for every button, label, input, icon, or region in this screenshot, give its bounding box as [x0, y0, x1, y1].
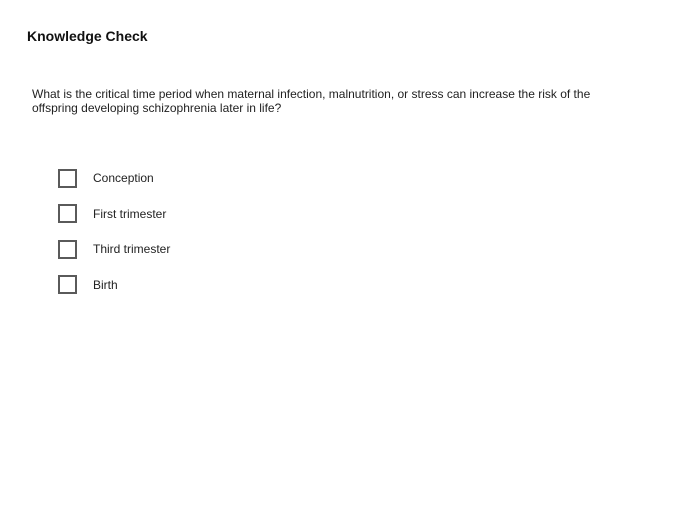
option-conception[interactable]	[58, 166, 170, 190]
answer-options	[58, 166, 170, 308]
option-label: First trimester	[93, 206, 167, 221]
checkbox[interactable]	[58, 240, 77, 259]
option-label: Birth	[93, 277, 118, 292]
checkbox[interactable]	[58, 169, 77, 188]
option-label: Conception	[93, 171, 154, 185]
option-birth[interactable]	[58, 273, 170, 297]
option-label: Third trimester	[93, 242, 171, 256]
checkbox[interactable]	[58, 204, 77, 223]
page-title: Knowledge Check	[27, 28, 148, 44]
option-third-trimester[interactable]	[58, 237, 170, 261]
option-first-trimester[interactable]	[58, 202, 170, 226]
question-text: What is the critical time period when maternal infection, malnutrition, or stress can increase the risk of the offspring developing schizophrenia later in life?	[32, 87, 591, 115]
checkbox[interactable]	[58, 275, 77, 294]
